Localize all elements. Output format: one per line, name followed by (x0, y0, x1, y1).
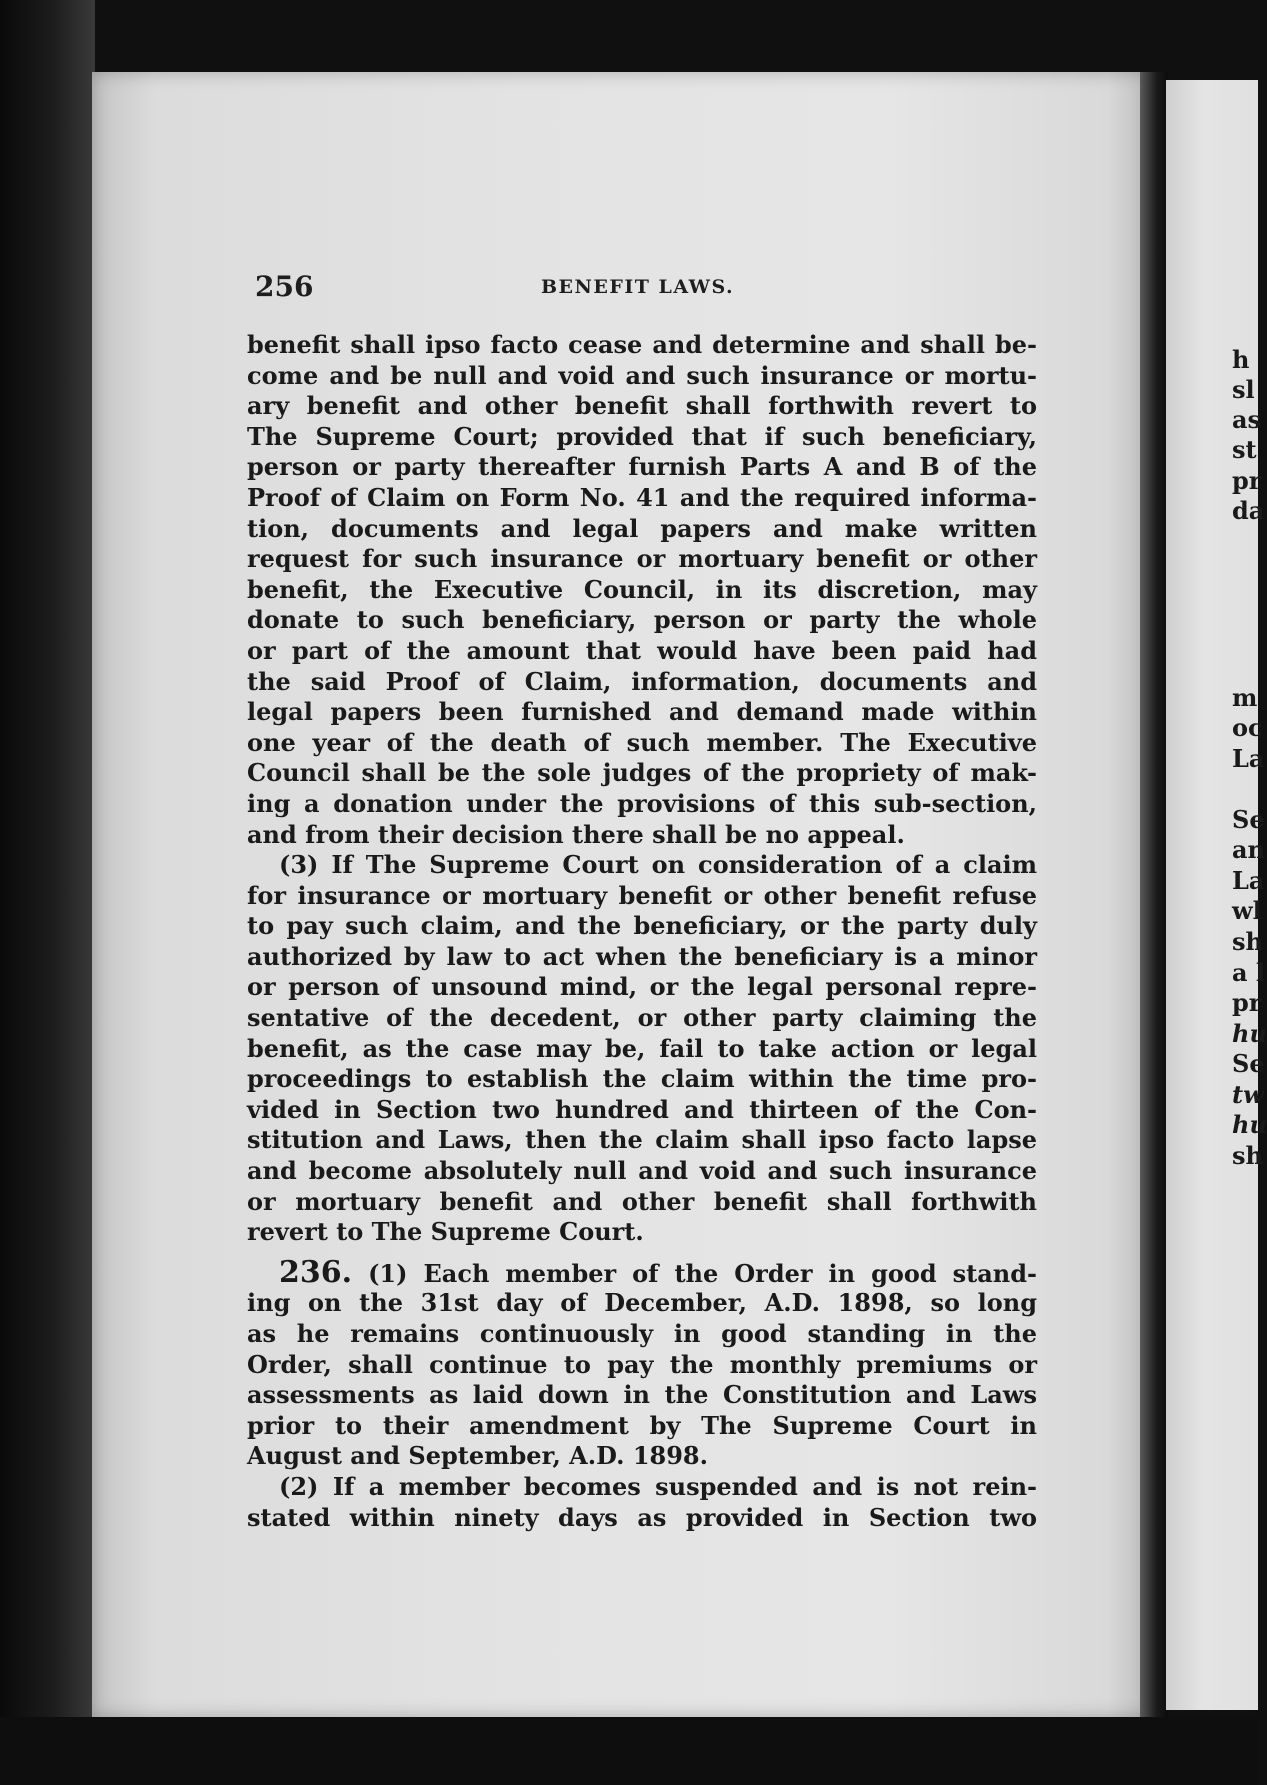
facing-fragment: h (1232, 345, 1250, 374)
text-line: to pay such claim, and the beneficiary, or the party duly (247, 911, 1037, 941)
facing-fragment: oc (1232, 713, 1263, 742)
book-gutter (1140, 72, 1168, 1717)
text-line: proceedings to establish the claim within the time pro- (247, 1064, 1037, 1094)
page-number: 256 (255, 270, 314, 303)
facing-fragment: sh (1232, 1141, 1263, 1170)
text-line: ing a donation under the provisions of this sub-section, (247, 788, 1037, 818)
text-line: stitution and Laws, then the claim shall ipso facto lapse (247, 1125, 1037, 1155)
paragraph-continuation (247, 330, 1037, 850)
text-line: tion, documents and legal papers and make written (247, 513, 1037, 543)
section-number: 236. (279, 1254, 353, 1290)
facing-fragment: pr (1232, 988, 1262, 1017)
text-line (247, 1254, 1037, 1290)
text-line: or mortuary benefit and other benefit shall forthwith (247, 1186, 1037, 1216)
facing-fragment: da (1232, 496, 1265, 525)
facing-fragment: Se (1232, 805, 1265, 834)
text-line: or person of unsound mind, or the legal personal repre- (247, 972, 1037, 1002)
text-line: benefit, as the case may be, fail to take action or legal (247, 1033, 1037, 1063)
facing-fragment: hu (1232, 1019, 1267, 1048)
body-text (247, 330, 1037, 1533)
facing-fragment: a l (1232, 958, 1266, 987)
text-line: legal papers been furnished and demand made within (247, 697, 1037, 727)
page-header (247, 270, 1037, 310)
text-line: The Supreme Court; provided that if such beneficiary, (247, 421, 1037, 451)
facing-fragment: an (1232, 835, 1265, 864)
text-line: or part of the amount that would have been paid had (247, 635, 1037, 665)
paragraph-gap (247, 1248, 1037, 1258)
text-line: ary benefit and other benefit shall forthwith revert to (247, 391, 1037, 421)
paragraph-subsection-3 (247, 850, 1037, 1248)
facing-fragment: tw (1232, 1080, 1264, 1109)
text-line: (2) If a member becomes suspended and is not rein- (279, 1471, 1037, 1501)
text-line: assessments as laid down in the Constitution and Laws (247, 1380, 1037, 1410)
paragraph-subsection-2 (247, 1472, 1037, 1533)
facing-fragment: hu (1232, 1110, 1267, 1139)
text-line: (3) If The Supreme Court on consideration of a claim (279, 850, 1037, 880)
text-line: benefit, the Executive Council, in its discretion, may (247, 574, 1037, 604)
text-line: Order, shall continue to pay the monthly premiums or (247, 1349, 1037, 1379)
facing-fragment: La (1232, 744, 1265, 773)
facing-fragment: Se (1232, 1049, 1265, 1078)
text-line: August and September, A.D. 1898. (247, 1441, 708, 1471)
text-line: donate to such beneficiary, person or party the whole (247, 605, 1037, 635)
text-line: Council shall be the sole judges of the propriety of mak- (247, 758, 1037, 788)
facing-fragment: sl (1232, 375, 1255, 404)
text-line: for insurance or mortuary benefit or other benefit refuse (247, 880, 1037, 910)
text-line: come and be null and void and such insurance or mortu- (247, 360, 1037, 390)
facing-fragment: sh (1232, 927, 1263, 956)
text-line: vided in Section two hundred and thirteen of the Con- (247, 1094, 1037, 1124)
section-line-text: (1) Each member of the Order in good stand- (368, 1258, 1037, 1288)
scan-bottom-border (0, 1717, 1258, 1785)
text-line: one year of the death of such member. The Executive (247, 727, 1037, 757)
facing-fragment: La (1232, 866, 1265, 895)
text-line: as he remains continuously in good standing in the (247, 1319, 1037, 1348)
facing-fragment: m (1232, 683, 1258, 712)
facing-fragment: st (1232, 435, 1257, 464)
text-line: prior to their amendment by The Supreme Court in (247, 1410, 1037, 1440)
text-line: authorized by law to act when the beneficiary is a minor (247, 941, 1037, 971)
facing-fragment: wl (1232, 896, 1262, 925)
text-line: request for such insurance or mortuary benefit or other (247, 544, 1037, 574)
text-line: and become absolutely null and void and such insurance (247, 1156, 1037, 1186)
running-head: BENEFIT LAWS. (541, 276, 735, 298)
text-line: benefit shall ipso facto cease and determine and shall be- (247, 330, 1037, 359)
text-line: Proof of Claim on Form No. 41 and the required informa- (247, 482, 1037, 512)
facing-fragment: pr (1232, 466, 1262, 495)
text-line: revert to The Supreme Court. (247, 1217, 644, 1247)
paragraph-section-236 (247, 1254, 1037, 1472)
text-line: sentative of the decedent, or other party claiming the (247, 1003, 1037, 1033)
facing-fragment: as (1232, 405, 1262, 434)
text-line: ing on the 31st day of December, A.D. 1898, so long (247, 1288, 1037, 1318)
text-line: person or party thereafter furnish Parts A and B of the (247, 452, 1037, 482)
text-line: stated within ninety days as provided in Section two (247, 1502, 1037, 1532)
text-line: and from their decision there shall be no appeal. (247, 819, 905, 849)
scan-left-border (0, 0, 95, 1785)
text-line: the said Proof of Claim, information, documents and (247, 666, 1037, 696)
